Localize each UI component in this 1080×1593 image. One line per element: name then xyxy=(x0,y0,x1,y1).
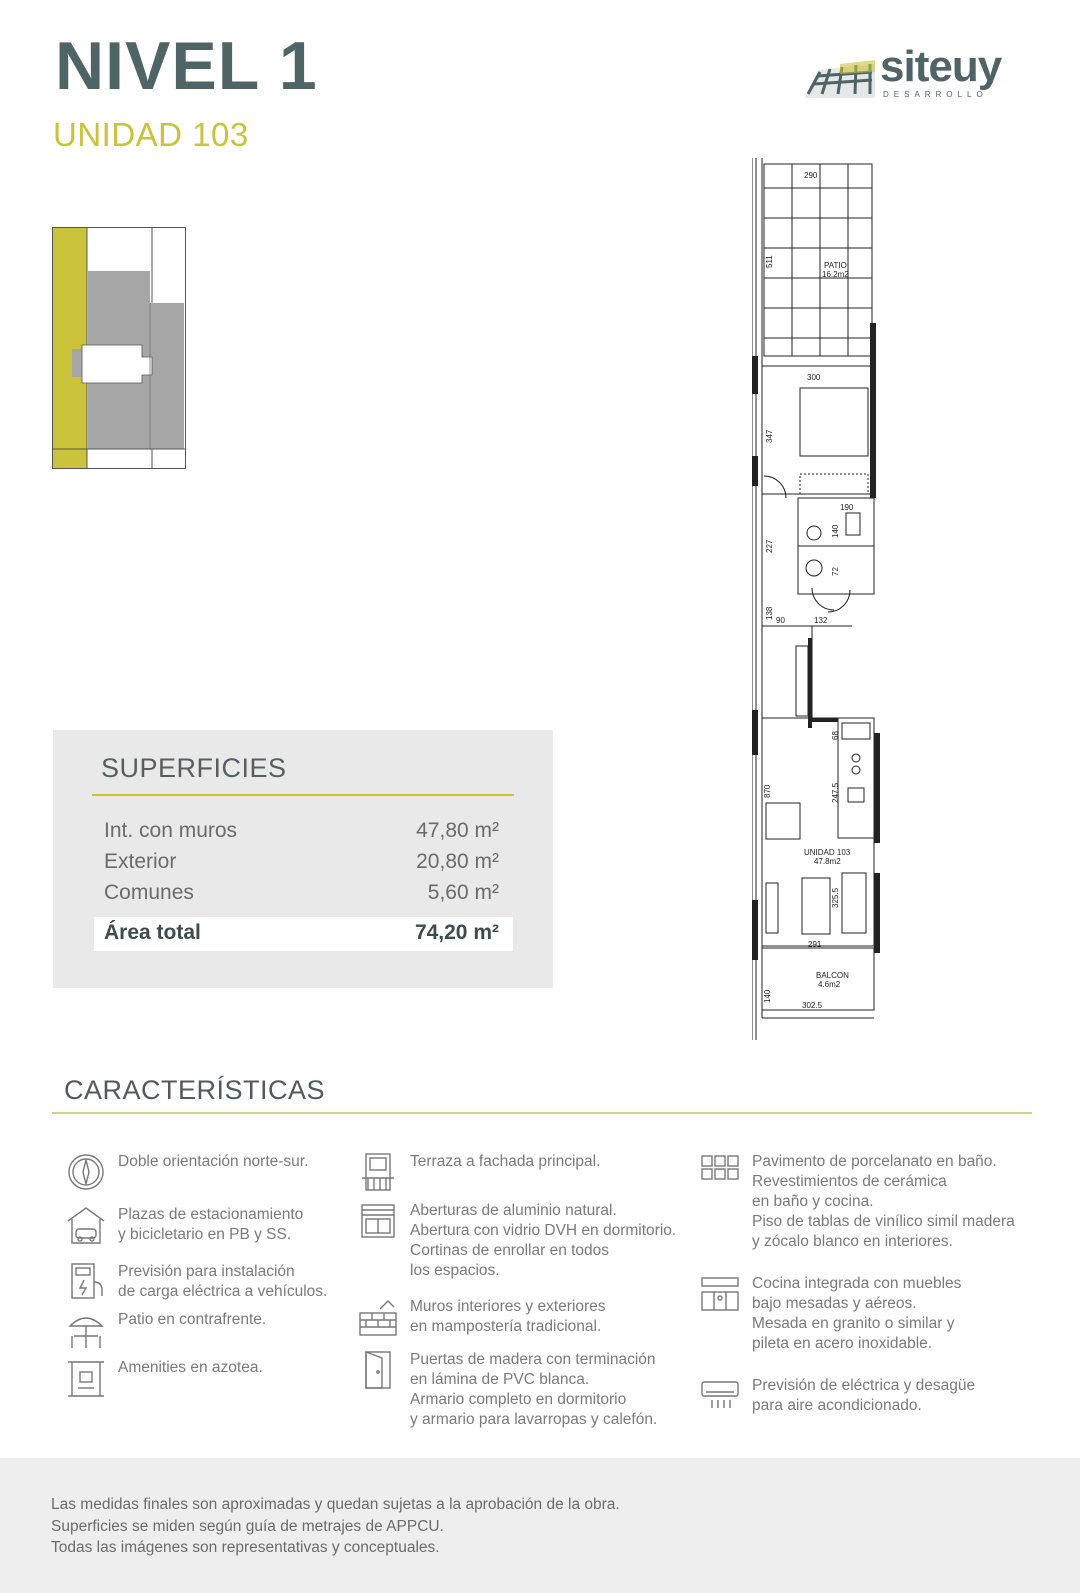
kitchen-cabinet-icon xyxy=(700,1274,740,1314)
unit-floor-plan xyxy=(752,158,894,1040)
window-shutter-icon xyxy=(358,1201,398,1241)
page-title: NIVEL 1 xyxy=(55,28,318,104)
siteuy-logo xyxy=(800,42,1020,102)
plan-label-balcony-depth: 140 xyxy=(763,989,772,1003)
plan-label-patio-depth: 511 xyxy=(765,255,774,268)
plan-label-balcony-name: BALCON xyxy=(816,971,849,980)
brick-wall-icon xyxy=(358,1297,398,1337)
feature-text: Mesada en granito o similar y xyxy=(752,1315,955,1332)
total-area-label: Área total xyxy=(104,921,201,944)
feature-text: pileta en acero inoxidable. xyxy=(752,1335,933,1352)
plan-label-kitchen-len: 247.5 xyxy=(831,782,840,803)
superficie-row xyxy=(104,880,499,906)
feature-text: en lámina de PVC blanca. xyxy=(410,1371,590,1388)
plan-label-corridor-width: 132 xyxy=(814,616,828,625)
door-icon xyxy=(358,1350,398,1390)
feature-text: Abertura con vidrio DVH en dormitorio. xyxy=(410,1222,677,1239)
feature-text: Pavimento de porcelanato en baño. xyxy=(752,1153,997,1170)
feature-text: Puertas de madera con terminación xyxy=(410,1351,656,1368)
feature-text: y armario para lavarropas y calefón. xyxy=(410,1411,658,1428)
plan-label-bedroom-depth: 347 xyxy=(765,429,774,443)
plan-label-total-depth: 870 xyxy=(763,784,772,798)
feature-text: Armario completo en dormitorio xyxy=(410,1391,627,1408)
feature-text: Revestimientos de cerámica xyxy=(752,1173,947,1190)
superficie-label: Exterior xyxy=(104,850,177,873)
feature-text: Aberturas de aluminio natural. xyxy=(410,1202,617,1219)
key-plan xyxy=(52,227,186,469)
superficies-title: SUPERFICIES xyxy=(101,753,287,783)
rooftop-grill-icon xyxy=(66,1358,106,1398)
caracteristicas-divider xyxy=(52,1112,1032,1114)
plan-label-kitchen-depth: 68 xyxy=(831,731,840,740)
feature-text: en baño y cocina. xyxy=(752,1193,874,1210)
superficie-value: 5,60 m² xyxy=(427,881,499,904)
feature-text: bajo mesadas y aéreos. xyxy=(752,1295,917,1312)
plan-label-balcony-width: 302.5 xyxy=(802,1001,823,1010)
plan-label-living-depth: 325.5 xyxy=(831,887,840,908)
terrace-icon xyxy=(358,1152,398,1192)
logo-grid-icon xyxy=(800,50,880,100)
feature-text: Terraza a fachada principal. xyxy=(410,1153,601,1170)
superficie-row xyxy=(104,818,499,844)
caracteristicas-title: CARACTERÍSTICAS xyxy=(64,1075,326,1105)
footer-line: Superficies se miden según guía de metrajes de APPCU. xyxy=(51,1517,444,1535)
plan-label-patio-width: 290 xyxy=(804,171,818,180)
feature-text: Muros interiores y exteriores xyxy=(410,1298,606,1315)
feature-text: para aire acondicionado. xyxy=(752,1397,922,1414)
plan-label-unit-name: UNIDAD 103 xyxy=(804,848,851,857)
plan-label-balcony-area: 4.6m2 xyxy=(818,980,841,989)
plan-label-hall2-depth: 138 xyxy=(765,606,774,620)
plan-label-bath-width: 190 xyxy=(840,503,854,512)
feature-text: Doble orientación norte-sur. xyxy=(118,1153,309,1170)
plan-label-living-width: 291 xyxy=(808,940,822,949)
plan-label-bedroom-width: 300 xyxy=(807,373,821,382)
feature-text: Patio en contrafrente. xyxy=(118,1311,267,1328)
feature-text: los espacios. xyxy=(410,1262,500,1279)
plan-label-door-width: 90 xyxy=(776,616,785,625)
ev-charger-icon xyxy=(66,1262,106,1302)
feature-text: de carga eléctrica a vehículos. xyxy=(118,1283,328,1300)
superficie-label: Int. con muros xyxy=(104,819,238,842)
plan-label-hall-depth: 227 xyxy=(765,539,774,553)
air-conditioner-icon xyxy=(700,1376,740,1416)
feature-text: Cocina integrada con muebles xyxy=(752,1275,962,1292)
feature-text: Cortinas de enrollar en todos xyxy=(410,1242,610,1259)
feature-text: Amenities en azotea. xyxy=(118,1359,263,1376)
plan-label-bath-depth: 140 xyxy=(831,524,840,538)
plan-label-wash-depth: 72 xyxy=(831,567,840,576)
compass-icon xyxy=(66,1152,106,1192)
logo-wordmark: siteuy xyxy=(880,42,1002,91)
garage-car-icon xyxy=(66,1205,106,1245)
unit-subtitle: UNIDAD 103 xyxy=(53,116,249,153)
total-area-value: 74,20 m² xyxy=(414,921,499,944)
footer-line: Las medidas finales son aproximadas y quedan sujetas a la aprobación de la obra. xyxy=(51,1496,620,1513)
superficie-value: 47,80 m² xyxy=(416,819,499,842)
footer-disclaimer xyxy=(0,1458,1080,1593)
feature-text: Piso de tablas de vinílico simil madera xyxy=(752,1213,1015,1230)
footer-line: Todas las imágenes son representativas y conceptuales. xyxy=(51,1539,440,1556)
patio-umbrella-icon xyxy=(66,1310,106,1350)
superficies-divider xyxy=(92,794,514,796)
superficie-row xyxy=(104,849,499,875)
superficie-label: Comunes xyxy=(104,881,194,904)
superficie-value: 20,80 m² xyxy=(416,850,499,873)
plan-label-patio-name: PATIO xyxy=(824,261,847,270)
floor-tiles-icon xyxy=(700,1152,740,1192)
feature-text: Previsión de eléctrica y desagüe xyxy=(752,1377,976,1394)
feature-text: y bicicletario en PB y SS. xyxy=(118,1226,292,1243)
feature-text: Previsión para instalación xyxy=(118,1263,295,1280)
total-area-row xyxy=(94,917,513,951)
plan-label-unit-area: 47.8m2 xyxy=(814,857,841,866)
feature-text: y zócalo blanco en interiores. xyxy=(752,1233,953,1250)
feature-text: en mampostería tradicional. xyxy=(410,1318,602,1335)
feature-text: Plazas de estacionamiento xyxy=(118,1206,304,1223)
plan-label-patio-area: 16.2m2 xyxy=(822,270,849,279)
logo-subtext: DESARROLLO xyxy=(883,90,988,99)
